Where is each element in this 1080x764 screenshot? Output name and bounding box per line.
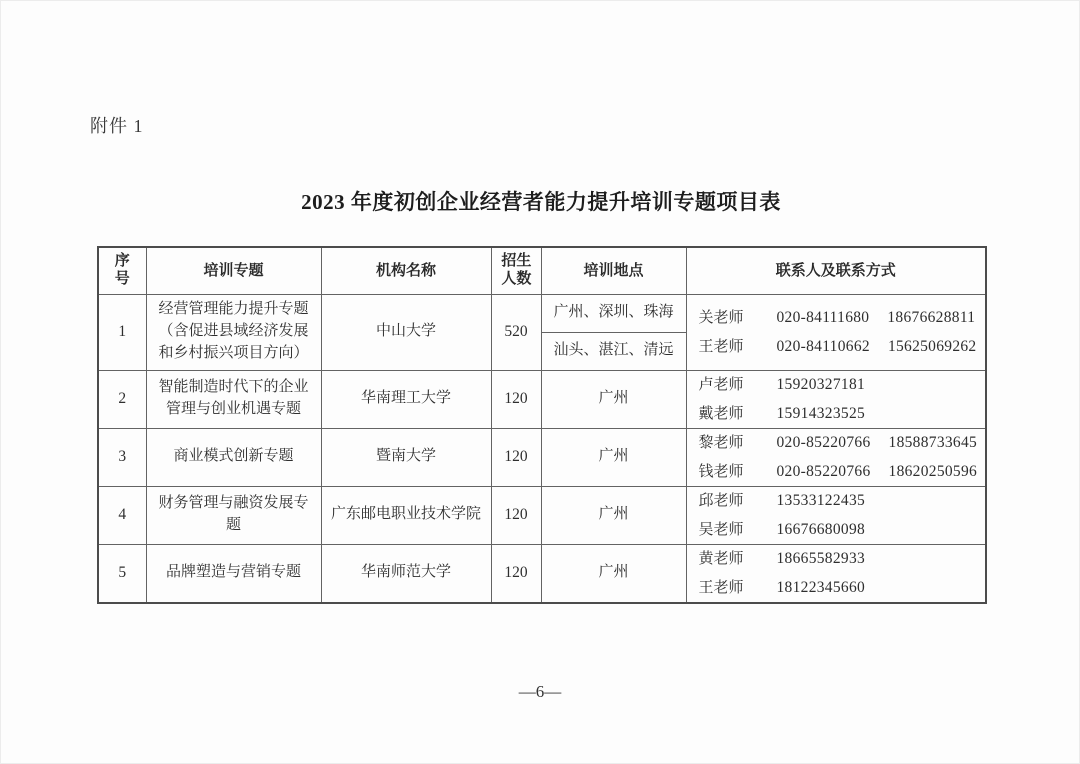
cell-index: 3 [98,428,146,486]
cell-institution: 华南理工大学 [321,370,491,428]
table-header-row [98,247,986,294]
header-institution: 机构名称 [321,247,491,294]
contact-phone: 18122345660 [776,578,866,596]
cell-enrollment: 120 [491,544,541,603]
contact-line [699,461,980,483]
contact-line [699,403,980,425]
table-row [98,294,986,332]
header-contact: 联系人及联系方式 [686,247,986,294]
contact-stack [699,490,980,541]
contact-phone: 16676680098 [776,520,866,538]
contact-phone: 020-84110662 [776,337,870,355]
cell-enrollment: 120 [491,428,541,486]
contact-phone: 18665582933 [776,549,866,567]
page-number: —6— [518,682,562,701]
cell-location: 广州 [541,486,686,544]
contact-phone: 020-85220766 [776,433,871,451]
contact-line [699,577,980,599]
table-row [98,544,986,603]
contact-line [699,374,980,396]
contact-phone: 13533122435 [776,491,866,509]
cell-location: 广州 [541,544,686,603]
cell-institution: 中山大学 [321,294,491,370]
contact-phone: 15920327181 [776,375,866,393]
cell-contacts [686,294,986,370]
cell-location: 广州 [541,370,686,428]
cell-institution: 华南师范大学 [321,544,491,603]
contact-phone: 18588733645 [888,433,978,451]
header-index-label: 序号 [114,251,130,288]
contact-name: 黄老师 [698,550,744,567]
contact-phone: 15914323525 [776,404,866,422]
contact-name: 关老师 [698,309,744,326]
contact-phone: 15625069262 [887,337,977,355]
cell-topic: 经营管理能力提升专题（含促进县域经济发展和乡村振兴项目方向） [146,294,321,370]
attachment-label: 附件 1 [90,116,144,136]
cell-topic: 商业模式创新专题 [146,428,321,486]
cell-location: 广州 [541,428,686,486]
contact-name: 卢老师 [698,376,744,393]
table-row [98,428,986,486]
contact-stack [699,374,980,425]
header-enrollment [491,247,541,294]
contact-name: 钱老师 [698,463,744,480]
cell-location-top: 广州、深圳、珠海 [541,294,686,332]
contact-phone: 18676628811 [887,308,976,326]
project-table [97,246,987,604]
contact-phone: 020-84111680 [776,308,870,326]
contact-line [699,307,980,329]
contact-phone: 020-85220766 [776,462,871,480]
contact-phone: 18620250596 [888,462,978,480]
contact-name: 吴老师 [698,521,744,538]
contact-name: 邱老师 [698,492,744,509]
contact-name: 黎老师 [698,434,744,451]
table-row [98,370,986,428]
cell-index: 5 [98,544,146,603]
contact-stack [699,432,980,483]
contact-name: 王老师 [698,579,744,596]
contact-line [699,519,980,541]
header-enrollment-label: 招生人数 [501,251,532,288]
cell-index: 4 [98,486,146,544]
contact-line [699,490,980,512]
cell-topic: 财务管理与融资发展专题 [146,486,321,544]
cell-index: 1 [98,294,146,370]
header-location: 培训地点 [541,247,686,294]
cell-enrollment: 120 [491,486,541,544]
contact-line [699,432,980,454]
contact-stack [699,548,980,599]
contact-stack [699,307,980,358]
header-index [98,247,146,294]
cell-contacts [686,486,986,544]
contact-name: 王老师 [698,338,744,355]
cell-institution: 暨南大学 [321,428,491,486]
cell-contacts [686,544,986,603]
cell-enrollment: 520 [491,294,541,370]
cell-topic: 品牌塑造与营销专题 [146,544,321,603]
contact-line [699,336,980,358]
project-table-container [97,246,987,604]
contact-name: 戴老师 [698,405,744,422]
document-title: 2023 年度初创企业经营者能力提升培训专题项目表 [301,190,781,214]
table-row [98,486,986,544]
cell-contacts [686,370,986,428]
header-topic: 培训专题 [146,247,321,294]
cell-contacts [686,428,986,486]
cell-enrollment: 120 [491,370,541,428]
cell-topic: 智能制造时代下的企业管理与创业机遇专题 [146,370,321,428]
contact-line [699,548,980,570]
cell-index: 2 [98,370,146,428]
cell-location-bottom: 汕头、湛江、清远 [541,332,686,370]
cell-institution: 广东邮电职业技术学院 [321,486,491,544]
